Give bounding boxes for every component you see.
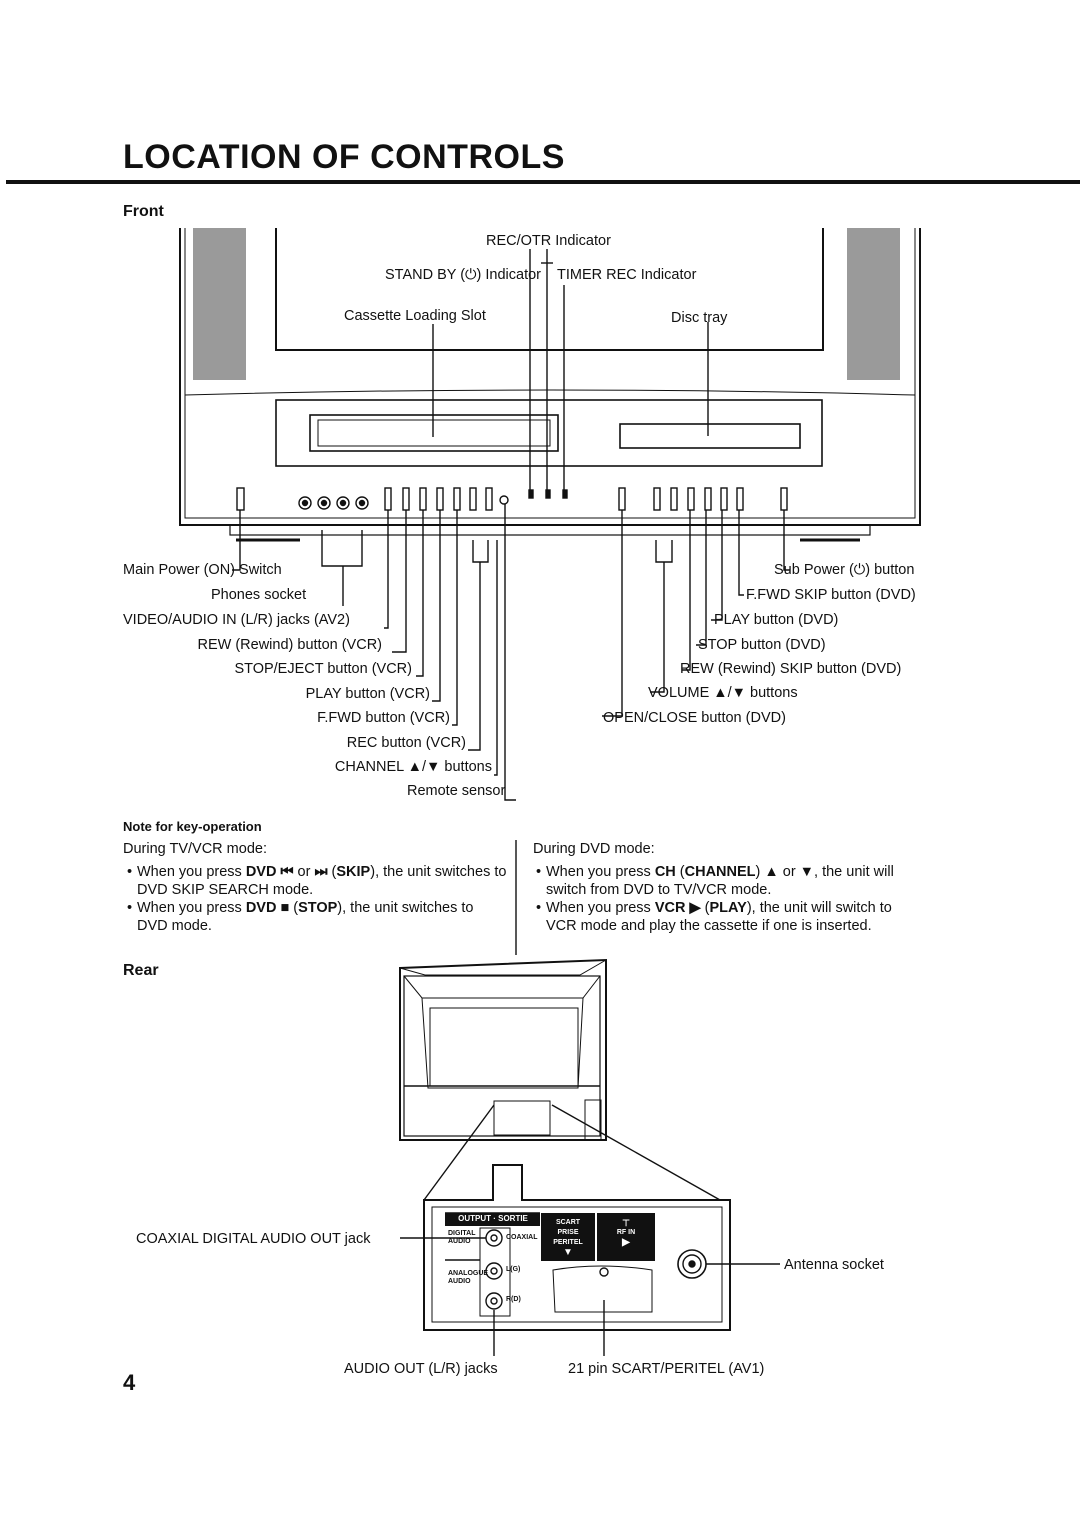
note-left-mode: During TV/VCR mode: [123,841,267,857]
audio-out-jacks-label: AUDIO OUT (L/R) jacks [344,1361,498,1377]
stop-eject-button-vcr-label: STOP/EJECT button (VCR) [234,661,412,677]
panel-scart-label: SCART PRISE PERITEL ▼ [553,1219,583,1258]
rew-skip-dvd-label: REW (Rewind) SKIP button (DVD) [680,661,902,677]
note-left-bullet-1: • When you press DVD ⏮ or ⏭ (SKIP), the unit switches to DVD SKIP SEARCH mode. [127,864,507,898]
panel-lg-label: L(G) [506,1266,521,1273]
antenna-socket-label: Antenna socket [784,1257,884,1273]
note-right-bullet-2: • When you press VCR ▶ (PLAY), the unit will switch to VCR mode and play the cassette if one is inserted. [536,900,892,934]
play-button-vcr-label: PLAY button (VCR) [305,686,430,702]
panel-rfin-label: ⊤ RF IN ▶ [616,1218,636,1248]
remote-sensor-label: Remote sensor [407,783,506,799]
ffwd-skip-dvd-label: F.FWD SKIP button (DVD) [746,587,916,603]
channel-buttons-label: CHANNEL ▲/▼ buttons [334,759,492,775]
front-heading: Front [123,203,164,220]
timer-rec-indicator-label: TIMER REC Indicator [557,267,697,283]
volume-buttons-label: VOLUME ▲/▼ buttons [648,685,798,701]
disc-tray-label: Disc tray [671,310,728,326]
ffwd-button-vcr-label: F.FWD button (VCR) [317,710,450,726]
main-power-switch-label: Main Power (ON) Switch [123,562,282,578]
note-right-bullet-1: • When you press CH (CHANNEL) ▲ or ▼, the unit will switch from DVD to TV/VCR mode. [536,864,894,898]
panel-analogue-label: ANALOGUE AUDIO [448,1270,489,1285]
play-button-dvd-label: PLAY button (DVD) [714,612,839,628]
standby-indicator-label: STAND BY (⏻) Indicator [385,267,541,283]
sub-power-button-label: Sub Power (⏻) button [774,562,915,578]
video-audio-in-label: VIDEO/AUDIO IN (L/R) jacks (AV2) [123,612,350,628]
panel-digital-label: DIGITAL AUDIO [448,1230,476,1245]
open-close-dvd-label: OPEN/CLOSE button (DVD) [603,710,786,726]
cassette-slot-label: Cassette Loading Slot [344,308,486,324]
rec-button-vcr-label: REC button (VCR) [346,735,466,751]
note-left-bullet-2: • When you press DVD ■ (STOP), the unit switches to DVD mode. [127,900,474,934]
page-title: LOCATION OF CONTROLS [123,138,565,176]
rew-button-vcr-label: REW (Rewind) button (VCR) [197,637,382,653]
page-number: 4 [123,1370,136,1395]
panel-rd-label: R(D) [506,1296,521,1303]
rear-heading: Rear [123,962,159,979]
panel-output-label: OUTPUT · SORTIE [458,1214,528,1223]
scart-label: 21 pin SCART/PERITEL (AV1) [568,1361,765,1377]
coaxial-jack-label: COAXIAL DIGITAL AUDIO OUT jack [136,1231,371,1247]
note-heading: Note for key-operation [123,819,262,834]
rec-otr-indicator-label: REC/OTR Indicator [486,233,611,249]
note-right-mode: During DVD mode: [533,841,655,857]
phones-socket-label: Phones socket [211,587,307,603]
panel-coaxial-label: COAXIAL [506,1234,538,1241]
stop-button-dvd-label: STOP button (DVD) [698,637,826,653]
